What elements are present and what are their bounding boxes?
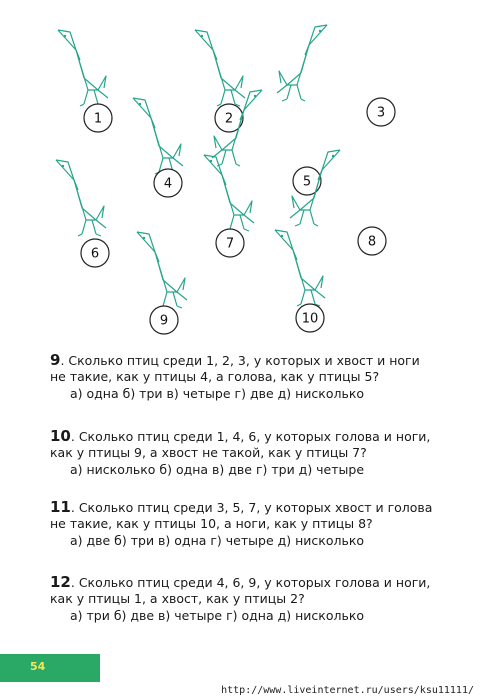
bird-number: 9 — [159, 313, 169, 329]
answer-options: а) одна б) три в) четыре г) две д) нисколько — [70, 386, 365, 401]
bird-label-1 — [84, 104, 112, 132]
question-number: 11 — [50, 498, 71, 516]
question-number: 9 — [50, 351, 61, 369]
question-text-2: не такие, как у птицы 4, а голова, как у птицы 5? — [50, 369, 380, 384]
bird-label-8 — [358, 227, 386, 255]
footer-url: http://www.liveinternet.ru/users/ksu11111/ — [221, 685, 474, 696]
question-text: . Сколько птиц среди 3, 5, 7, у которых хвост и голова — [70, 500, 433, 515]
page-number-bar — [0, 654, 100, 682]
question-text-2: не такие, как у птицы 10, а ноги, как у птицы 8? — [50, 516, 373, 531]
birds-figure — [0, 0, 484, 345]
bird-7 — [204, 155, 254, 231]
answer-options: а) три б) две в) четыре г) одна д) нисколько — [70, 608, 365, 623]
question-text-2: как у птицы 9, а хвост не такой, как у птицы 7? — [50, 445, 367, 460]
bird-label-6 — [81, 239, 109, 267]
bird-label-9 — [150, 306, 178, 334]
bird-number: 4 — [163, 176, 173, 192]
bird-label-7 — [216, 229, 244, 257]
page-number: 54 — [30, 660, 46, 673]
question-text: . Сколько птиц среди 1, 2, 3, у которых и хвост и ноги — [60, 353, 420, 368]
question-number: 10 — [50, 427, 71, 445]
bird-number: 3 — [376, 105, 386, 121]
question-12 — [50, 574, 460, 624]
question-11 — [50, 499, 460, 549]
bird-2 — [195, 30, 245, 106]
question-text: . Сколько птиц среди 4, 6, 9, у которых голова и ноги, — [70, 575, 431, 590]
bird-number: 1 — [93, 111, 103, 127]
bird-number: 8 — [367, 234, 377, 250]
bird-9 — [137, 232, 187, 308]
bird-4 — [133, 98, 183, 174]
question-text: . Сколько птиц среди 1, 4, 6, у которых голова и ноги, — [70, 429, 431, 444]
bird-number: 6 — [90, 246, 100, 262]
bird-label-4 — [154, 169, 182, 197]
bird-label-3 — [367, 98, 395, 126]
answer-options: а) нисколько б) одна в) две г) три д) четыре — [70, 462, 365, 477]
question-10 — [50, 428, 460, 478]
bird-number: 10 — [301, 311, 319, 327]
bird-number: 2 — [224, 111, 234, 127]
bird-number: 7 — [225, 236, 235, 252]
bird-number: 5 — [302, 174, 312, 190]
question-number: 12 — [50, 573, 71, 591]
bird-label-5 — [293, 167, 321, 195]
bird-10 — [275, 230, 325, 306]
bird-6 — [56, 160, 106, 236]
answer-options: а) две б) три в) одна г) четыре д) нисколько — [70, 533, 365, 548]
bird-1 — [58, 30, 108, 106]
bird-label-10 — [296, 304, 324, 332]
question-9 — [50, 352, 460, 402]
question-text-2: как у птицы 1, а хвост, как у птицы 2? — [50, 591, 305, 606]
bird-3 — [277, 25, 327, 101]
